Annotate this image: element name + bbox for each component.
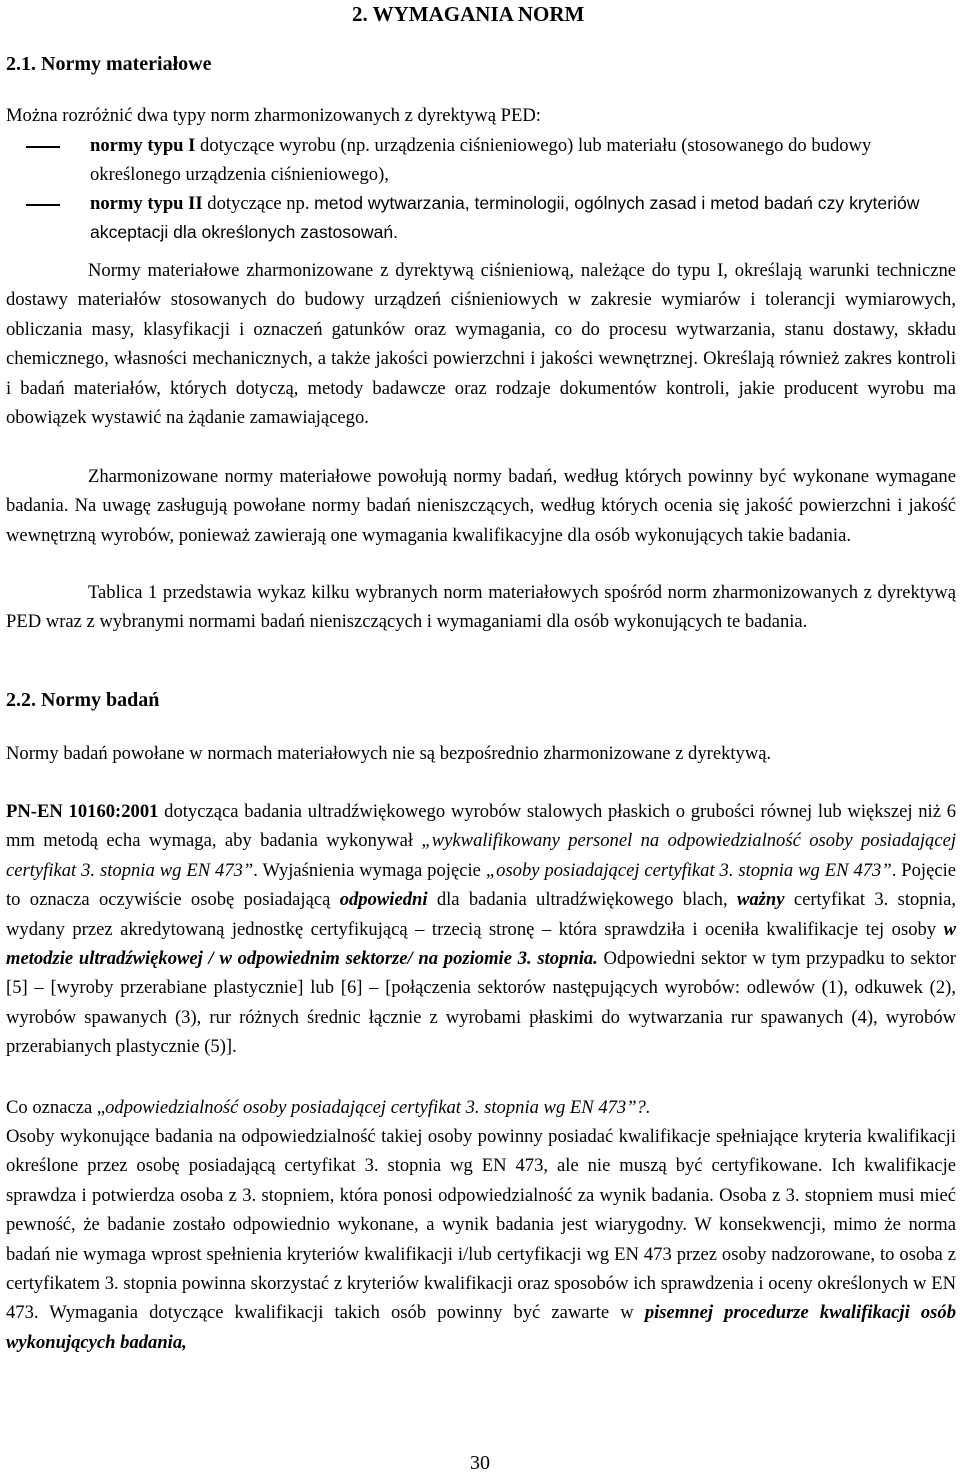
text-run-bold-italic: odpowiedni	[339, 889, 428, 911]
text-run-bold-italic: pisemnej procedurze kwalifikacji osób wykonujących badania,	[6, 1302, 956, 1353]
paragraph: Normy materiałowe zharmonizowane z dyrektywą ciśnieniową, należące do typu I, określają warunki techniczne dostawy materiałów stosowanych do budowy urządzeń ciśnieniowych w zakresie wymiarów i tolerancji wymiarowych, obliczania masy, klasyfikacji i oznaczeń gatunków oraz wymagania, co do procesu wytwarzania, stanu dostawy, składu chemicznego, własności mechanicznych, a także jakości powierzchni i jakości wewnętrznej. Określają również zakres kontroli i badań materiałów, których dotyczą, metody badawcze oraz rodzaje dokumentów kontroli, jakie producent wyrobu ma obowiązek wystawić na żądanie zamawiającego.	[6, 260, 956, 429]
text-run: certyfikat 3. stopnia, wydany przez akredytowaną jednostkę certyfikującą – trzecią stronę – która sprawdziła i oceniła kwalifikacje tej osoby	[6, 889, 957, 940]
list-item	[6, 189, 956, 247]
paragraph	[6, 1122, 956, 1357]
bullet-text-sans: metod wytwarzania, terminologii, ogólnych zasad i metod badań czy kryteriów akceptacji dla określonych zastosowań.	[90, 193, 920, 242]
section-title-tests: 2.2. Normy badań	[6, 689, 160, 711]
chapter-title: 2. WYMAGANIA NORM	[352, 2, 585, 26]
text-run: Co oznacza „	[6, 1097, 106, 1118]
paragraph: Normy badań powołane w normach materiałowych nie są bezpośrednio zharmonizowane z dyrektywą.	[6, 743, 772, 764]
bullet-text: dotyczące np.	[202, 193, 315, 214]
bold-term: normy typu II	[90, 193, 203, 214]
paragraph	[6, 797, 956, 1062]
text-run: dotycząca badania ultradźwiękowego wyrobów stalowych płaskich o grubości równej lub większej niż 6 mm metodą echa wymaga, aby badania wykonywał	[6, 801, 956, 852]
bullet-text: dotyczące wyrobu (np. urządzenia ciśnieniowego) lub materiału (stosowanego do budowy określonego urządzenia ciśnieniowego),	[90, 135, 872, 185]
text-run: Odpowiedni sektor w tym przypadku to sektor [5] – [wyroby przerabiane plastycznie] lub [6] – [połączenia sektorów następujących wyrobów: odlewów (1), odkuwek (2), wyrobów spawanych (3), rur różnych średnic łącznie z wyrobami płaskimi do wytwarzania rur spawanych (4), wyrobów przerabianych plastycznie (5)].	[6, 948, 956, 1058]
bold-term: normy typu I	[90, 135, 196, 156]
paragraph	[6, 1093, 956, 1122]
text-run: Osoby wykonujące badania na odpowiedzialność takiej osoby powinny posiadać kwalifikacje spełniające kryteria kwalifikacji określone przez osobę posiadającą certyfikat 3. stopnia wg EN 473, ale nie muszą być certyfikowane. Ich kwalifikacje sprawdza i potwierdza osoba z 3. stopniem, która ponosi odpowiedzialność za wynik badania. Osoba z 3. stopniem musi mieć pewność, że badanie zostało odpowiednio wykonane, a wynik badania jest wiarygodny. W konsekwencji, mimo że norma badań nie wymaga wprost spełnienia kryteriów kwalifikacji i/lub certyfikacji wg EN 473 przez osoby nadzorowane, to osoba z certyfikatem 3. stopnia powinna skorzystać z kryteriów kwalifikacji oraz sposobów ich sprawdzenia i oceny określonych w EN 473. Wymagania dotyczące kwalifikacji takich osób powinny być zawarte w	[6, 1126, 956, 1324]
text-run-italic: odpowiedzialność osoby posiadającej certyfikat 3. stopnia wg EN 473”?.	[105, 1097, 651, 1118]
page-number: 30	[470, 1452, 490, 1474]
text-run-bold-italic: ważny	[736, 889, 785, 911]
intro-paragraph: Można rozróżnić dwa typy norm zharmonizowanych z dyrektywą PED:	[6, 105, 541, 126]
text-run: dla badania ultradźwiękowego blach,	[427, 889, 737, 911]
document-page	[6, 0, 956, 1480]
text-run: . Wyjaśnienia wymaga pojęcie	[253, 859, 486, 881]
list-item	[6, 131, 956, 189]
text-run-italic: „wykwalifikowany personel na odpowiedzialność osoby posiadającej certyfikat 3. stopnia wg EN 473”	[6, 830, 956, 881]
paragraph: Zharmonizowane normy materiałowe powołują normy badań, według których powinny być wykonane wymagane badania. Na uwagę zasługują powołane normy badań nieniszczących, według których ocenia się jakość powierzchni i jakość wewnętrzną wyrobów, ponieważ zawierają one wymagania kwalifikacyjne dla osób wykonujących takie badania.	[6, 466, 956, 546]
text-run-bold-italic: w metodzie ultradźwiękowej / w odpowiednim sektorze/ na poziomie 3. stopnia.	[6, 918, 956, 970]
section-title-materials: 2.1. Normy materiałowe	[6, 53, 212, 75]
text-run-italic: „osoby posiadającej certyfikat 3. stopnia wg EN 473”	[485, 859, 892, 881]
paragraph: Tablica 1 przedstawia wykaz kilku wybranych norm materiałowych spośród norm zharmonizowanych z dyrektywą PED wraz z wybranymi normami badań nieniszczących i wymaganiami dla osób wykonujących te badania.	[6, 582, 956, 633]
text-run: . Pojęcie to oznacza oczywiście osobę posiadającą	[6, 859, 956, 911]
standard-code: PN-EN 10160:2001	[6, 801, 159, 822]
